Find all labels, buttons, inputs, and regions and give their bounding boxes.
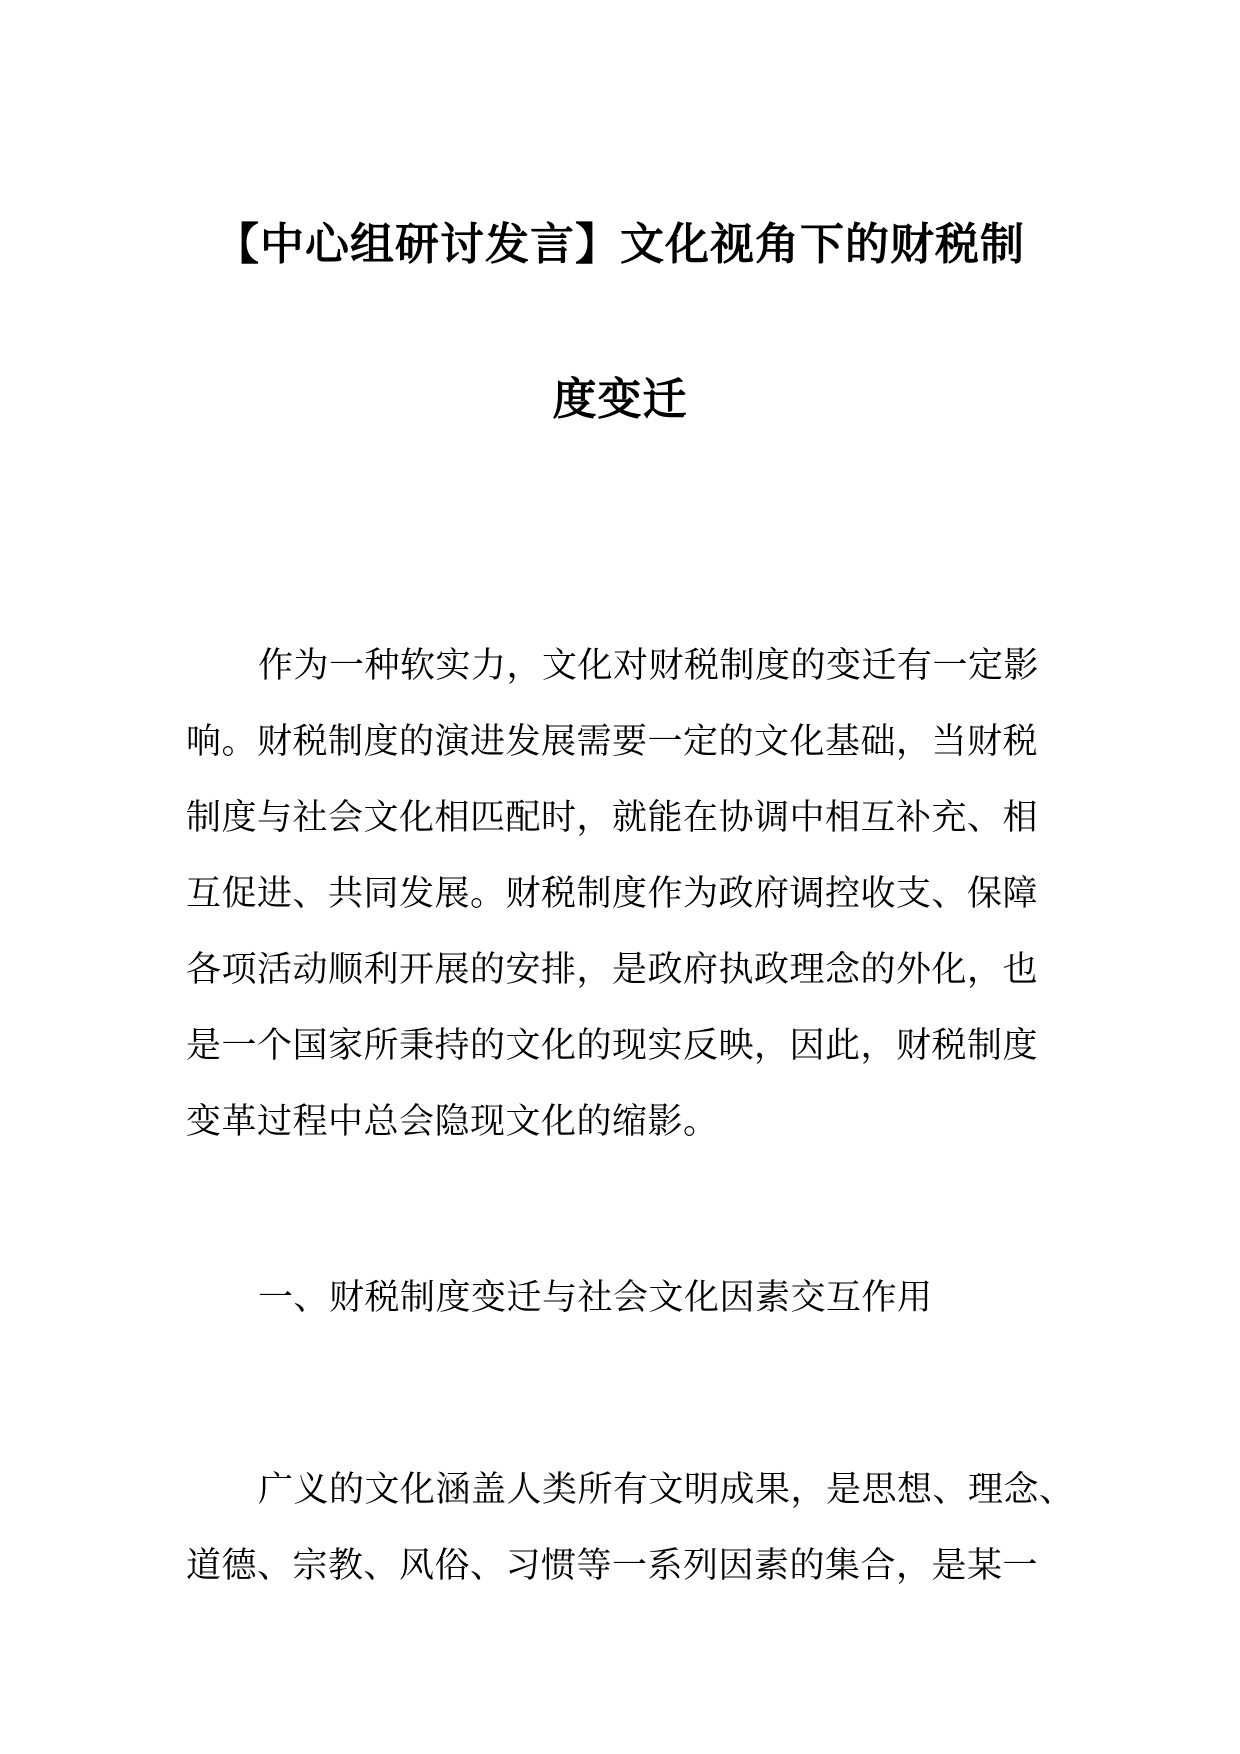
paragraph-line: 互促进、共同发展。财税制度作为政府调控收支、保障 — [186, 874, 1039, 914]
section-heading-1 — [186, 1260, 1056, 1336]
paragraph-intro — [186, 628, 1056, 1160]
document-title-line-2: 度变迁 — [552, 374, 688, 425]
paragraph-culture — [186, 1452, 1075, 1604]
paragraph-line: 作为一种软实力，文化对财税制度的变迁有一定影 — [258, 646, 1040, 686]
paragraph-line: 广义的文化涵盖人类所有文明成果，是思想、理念、 — [258, 1470, 1075, 1510]
paragraph-line: 变革过程中总会隐现文化的缩影。 — [186, 1102, 719, 1142]
document-title-line-1: 【中心组研讨发言】文化视角下的财税制 — [215, 219, 1025, 270]
paragraph-line: 是一个国家所秉持的文化的现实反映，因此，财税制度 — [186, 1026, 1039, 1066]
paragraph-line: 响。财税制度的演进发展需要一定的文化基础，当财税 — [186, 722, 1039, 762]
paragraph-line: 各项活动顺利开展的安排，是政府执政理念的外化，也 — [186, 950, 1039, 990]
paragraph-line: 道德、宗教、风俗、习惯等一系列因素的集合，是某一 — [186, 1546, 1039, 1586]
paragraph-line: 制度与社会文化相匹配时，就能在协调中相互补充、相 — [186, 798, 1039, 838]
section-heading-text: 一、财税制度变迁与社会文化因素交互作用 — [258, 1278, 933, 1318]
